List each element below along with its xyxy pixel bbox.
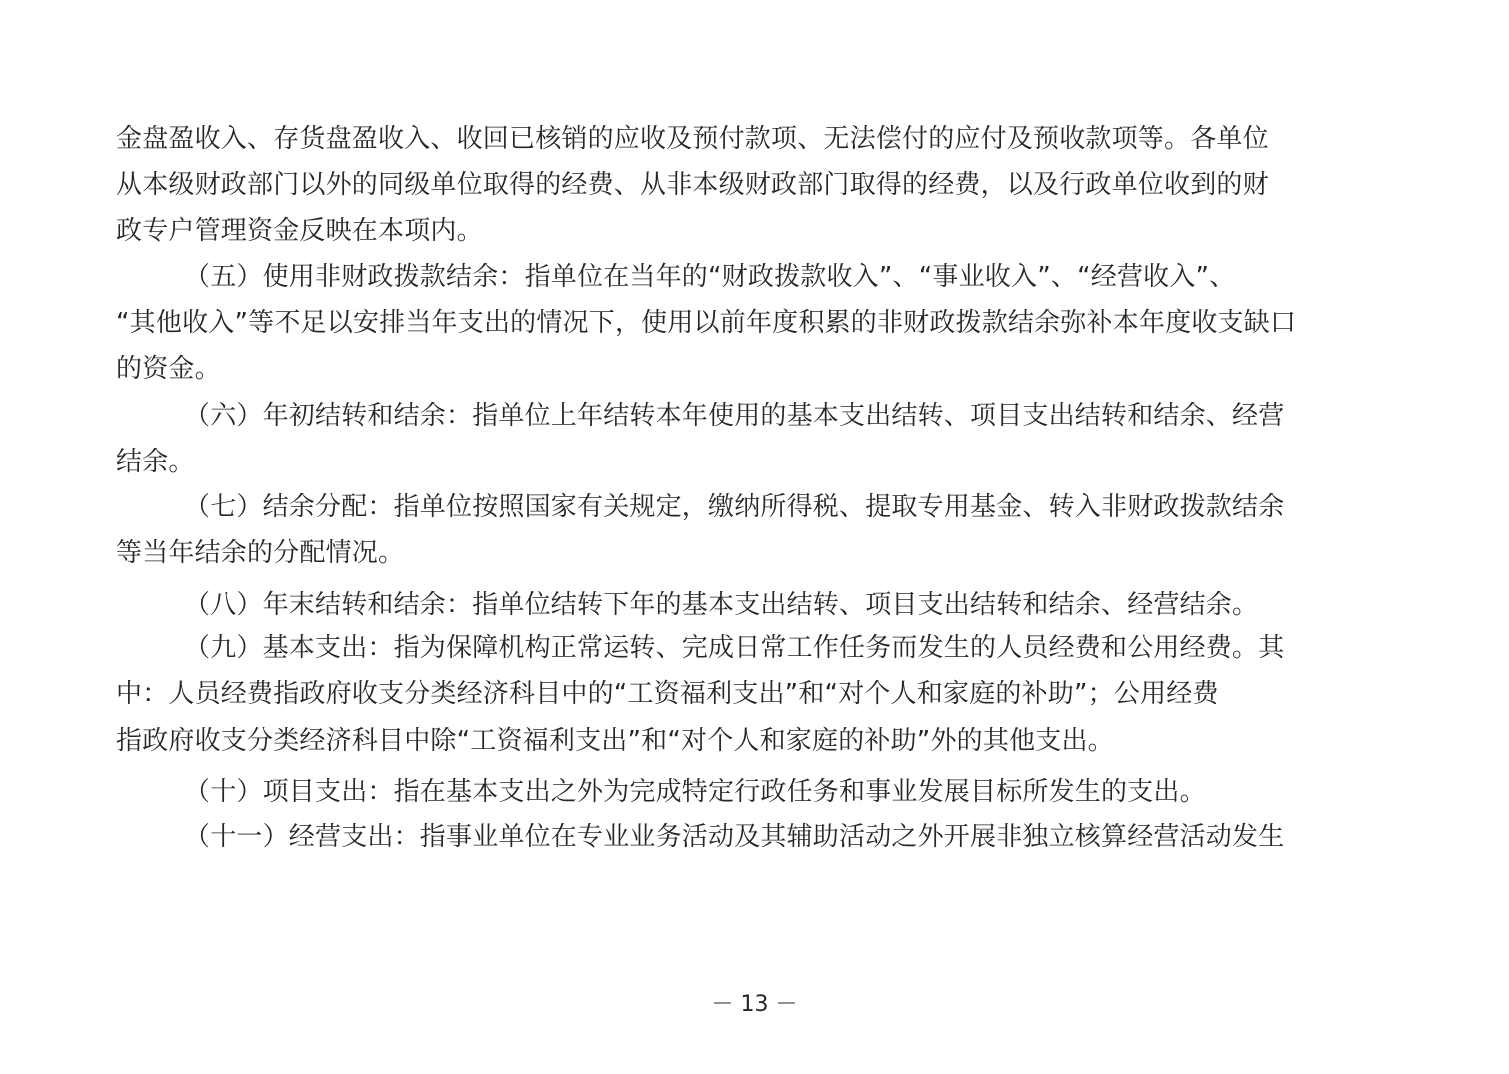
- text-line: 中：人员经费指政府收支分类经济科目中的“工资福利支出”和“对个人和家庭的补助”；公用经费: [116, 679, 1219, 709]
- text-line: 从本级财政部门以外的同级单位取得的经费、从非本级财政部门取得的经费，以及行政单位收到的财: [116, 170, 1269, 200]
- paragraph-11-line: （十一）经营支出：指事业单位在专业业务活动及其辅助活动之外开展非独立核算经营活动发生: [184, 822, 1285, 852]
- page-number: － 13 －: [711, 992, 798, 1017]
- text-line: 等当年结余的分配情况。: [116, 538, 405, 568]
- text-line: 政专户管理资金反映在本项内。: [116, 216, 483, 246]
- text-line: “其他收入”等不足以安排当年支出的情况下，使用以前年度积累的非财政拨款结余弥补本年度收支缺口: [116, 308, 1297, 338]
- paragraph-8-line: （八）年末结转和结余：指单位结转下年的基本支出结转、项目支出结转和结余、经营结余。: [184, 590, 1259, 620]
- text-line: 金盘盈收入、存货盘盈收入、收回已核销的应收及预付款项、无法偿付的应付及预收款项等。各单位: [116, 124, 1269, 154]
- paragraph-5-line: （五）使用非财政拨款结余：指单位在当年的“财政拨款收入”、“事业收入”、“经营收入”、: [184, 262, 1236, 292]
- paragraph-7-line: （七）结余分配：指单位按照国家有关规定，缴纳所得税、提取专用基金、转入非财政拨款结余: [184, 492, 1285, 522]
- paragraph-9-line: （九）基本支出：指为保障机构正常运转、完成日常工作任务而发生的人员经费和公用经费。其: [184, 633, 1285, 663]
- text-line: 结余。: [116, 447, 195, 477]
- text-line: 指政府收支分类经济科目中除“工资福利支出”和“对个人和家庭的补助”外的其他支出。: [116, 726, 1114, 756]
- paragraph-10-line: （十）项目支出：指在基本支出之外为完成特定行政任务和事业发展目标所发生的支出。: [184, 777, 1206, 807]
- paragraph-6-line: （六）年初结转和结余：指单位上年结转本年使用的基本支出结转、项目支出结转和结余、经营: [184, 401, 1285, 431]
- text-line: 的资金。: [116, 354, 221, 384]
